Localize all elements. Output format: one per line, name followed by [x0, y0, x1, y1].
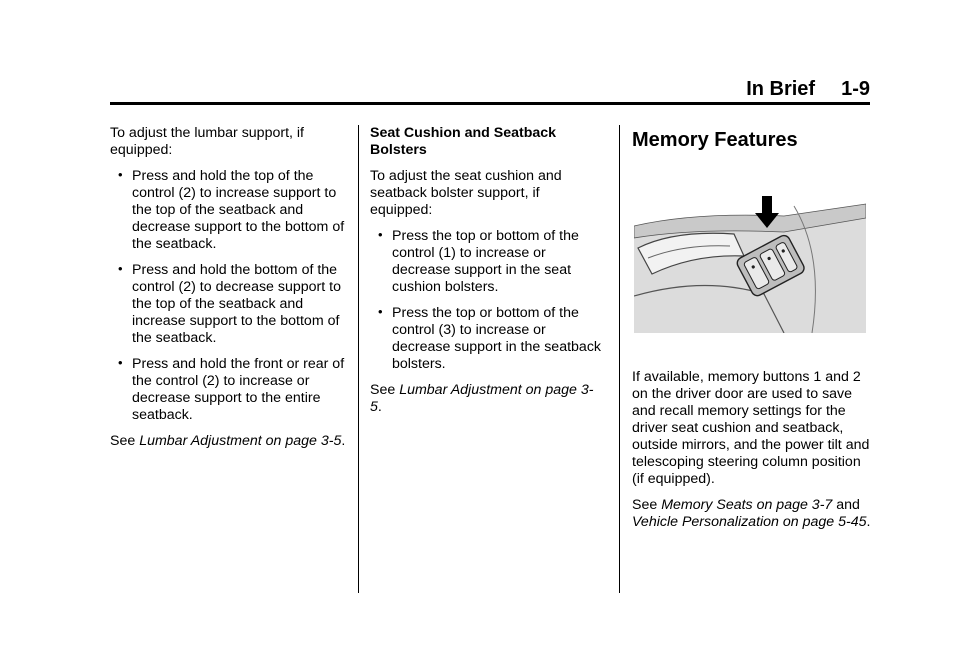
memory-body: If available, memory buttons 1 and 2 on the driver door are used to save and recall memory settings for the driver seat cushion and seatback, outside mirrors, and the power tilt and telescoping steering column position (if equipped). — [632, 369, 870, 487]
list-item: • Press and hold the front or rear of the control (2) to increase or decrease support to the entire seatback. — [110, 356, 350, 424]
cross-reference-link[interactable]: Lumbar Adjustment on page 3-5 — [370, 382, 594, 415]
column-bolsters — [370, 125, 602, 425]
bolsters-intro: To adjust the seat cushion and seatback bolster support, if equipped: — [370, 168, 562, 218]
list-item: • Press the top or bottom of the control (3) to increase or decrease support in the seatback bolsters. — [370, 305, 602, 373]
list-item: • Press and hold the top of the control (2) to increase support to the top of the seatback and decrease support to the bottom of the seatback. — [110, 168, 350, 253]
cross-reference-link[interactable]: Memory Seats on page 3-7 — [661, 497, 833, 513]
door-memory-buttons-illustration — [634, 196, 866, 333]
bolsters-bullets — [370, 228, 602, 373]
column-memory — [632, 128, 872, 540]
column-divider-2 — [619, 125, 620, 593]
list-item: • Press the top or bottom of the control (1) to increase or decrease support in the seat cushion bolsters. — [370, 228, 602, 296]
cross-reference-link[interactable]: Lumbar Adjustment on page 3-5 — [139, 433, 342, 449]
column-divider-1 — [358, 125, 359, 593]
header-section: In Brief — [746, 78, 816, 100]
see-prefix: See — [632, 497, 662, 513]
page-header — [746, 78, 870, 101]
bolsters-subheading: Seat Cushion and Seatback Bolsters — [370, 125, 557, 158]
cross-reference-link[interactable]: Vehicle Personalization on page 5-45 — [632, 514, 867, 530]
see-prefix: See — [370, 382, 400, 398]
see-suffix: . — [377, 399, 382, 415]
lumbar-bullets — [110, 168, 350, 424]
list-item: • Press and hold the bottom of the control (2) to decrease support to the top of the seatback and increase support to the bottom of the seatback. — [110, 262, 350, 347]
page-number: 1-9 — [841, 78, 870, 100]
section-title: Memory Features — [632, 129, 798, 151]
memory-see-also — [632, 497, 872, 531]
see-suffix: . — [866, 514, 871, 530]
lumbar-intro: To adjust the lumbar support, if equipped: — [110, 125, 304, 158]
see-mid: and — [832, 497, 860, 513]
column-lumbar — [110, 125, 350, 459]
header-rule — [110, 102, 870, 105]
lumbar-see-also — [110, 433, 350, 450]
bolsters-see-also — [370, 382, 602, 416]
see-prefix: See — [110, 433, 140, 449]
see-suffix: . — [341, 433, 346, 449]
